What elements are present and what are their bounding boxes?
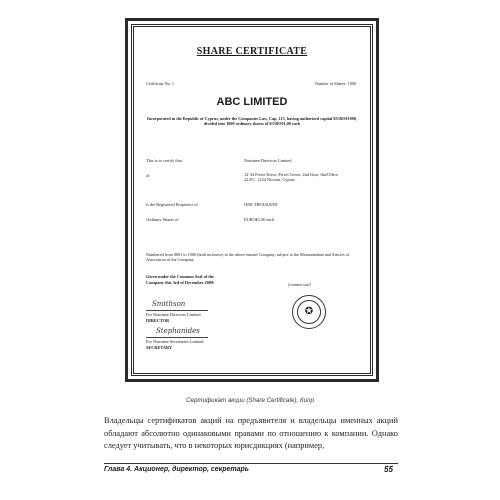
share-certificate	[125, 18, 379, 382]
company-name: ABC LIMITED	[216, 96, 288, 108]
row-value-holder: Nominee Directors Limited	[244, 158, 292, 163]
signer-1-org: For Nominee Directors Limited	[146, 312, 201, 317]
row-label-certify: This is to certify that	[146, 158, 182, 163]
company-seal-icon	[292, 295, 326, 329]
common-seal-label: [common seal]	[288, 283, 311, 287]
certificate-title: SHARE CERTIFICATE	[196, 46, 308, 57]
certificate-number: Certificate No. 1	[146, 81, 175, 86]
page-number: 55	[384, 465, 393, 474]
body-paragraph: Владельцы сертификатов акций на предъявителя и владельцы именных акций обладают абсолютно одинаковыми правами по отношению к компании. Однако следует учитывать, что в некоторых юрисдикциях (например,	[104, 416, 398, 450]
row-value-par: EURO€1,00 each	[244, 217, 275, 222]
row-value-address: 12-34 Privet Drive, Privet Tower, 2nd floor, flat/Office 22,P.C. 1234 Nicosia, Cyprus	[244, 172, 339, 183]
footer-rule	[104, 463, 398, 464]
seal-inner-ring	[297, 300, 321, 324]
seal-text-line-1: Given under the Common Seal of the	[146, 274, 214, 279]
numbered-text: Numbered from 0001 to 1000 (both inclusive) in the above-named Company, subject to the Memorandum and Articles of Association of the Company.	[146, 252, 350, 263]
row-label-of: of	[146, 173, 150, 178]
row-label-ordinary: Ordinary Shares of	[146, 217, 179, 222]
incorporation-text: Incorporated in the Republic of Cyprus, under the Companies Law, Cap. 113, having authorized capital EURO€1000, divided into 1000 ordinary shares of EURO€1,00 each	[146, 116, 357, 127]
seal-text-line-2: Company this 3rd of December 2009:	[146, 279, 215, 285]
signature-1: Smithson	[152, 300, 186, 308]
signer-1-role: DIRECTOR	[146, 318, 170, 323]
row-value-shares-count: ONE THOUSAND	[244, 202, 278, 207]
signature-2: Stephanides	[156, 327, 200, 335]
signature-line-1	[146, 310, 208, 311]
signature-line-2	[146, 337, 208, 338]
chapter-title: Глава 4. Акционер, директор, секретарь	[104, 466, 249, 473]
signer-2-role: SECRETARY	[146, 345, 173, 350]
figure-caption: Сертификат акции (Share Certificate), Кипр	[186, 397, 314, 404]
number-of-shares: Number of Shares: 1000	[314, 81, 356, 86]
seal-star-icon: ✪	[304, 306, 314, 317]
row-label-proprietor: is the Registered Proprietor of	[146, 202, 198, 207]
signer-2-org: For Nominee Secretaries Limited	[146, 339, 204, 344]
